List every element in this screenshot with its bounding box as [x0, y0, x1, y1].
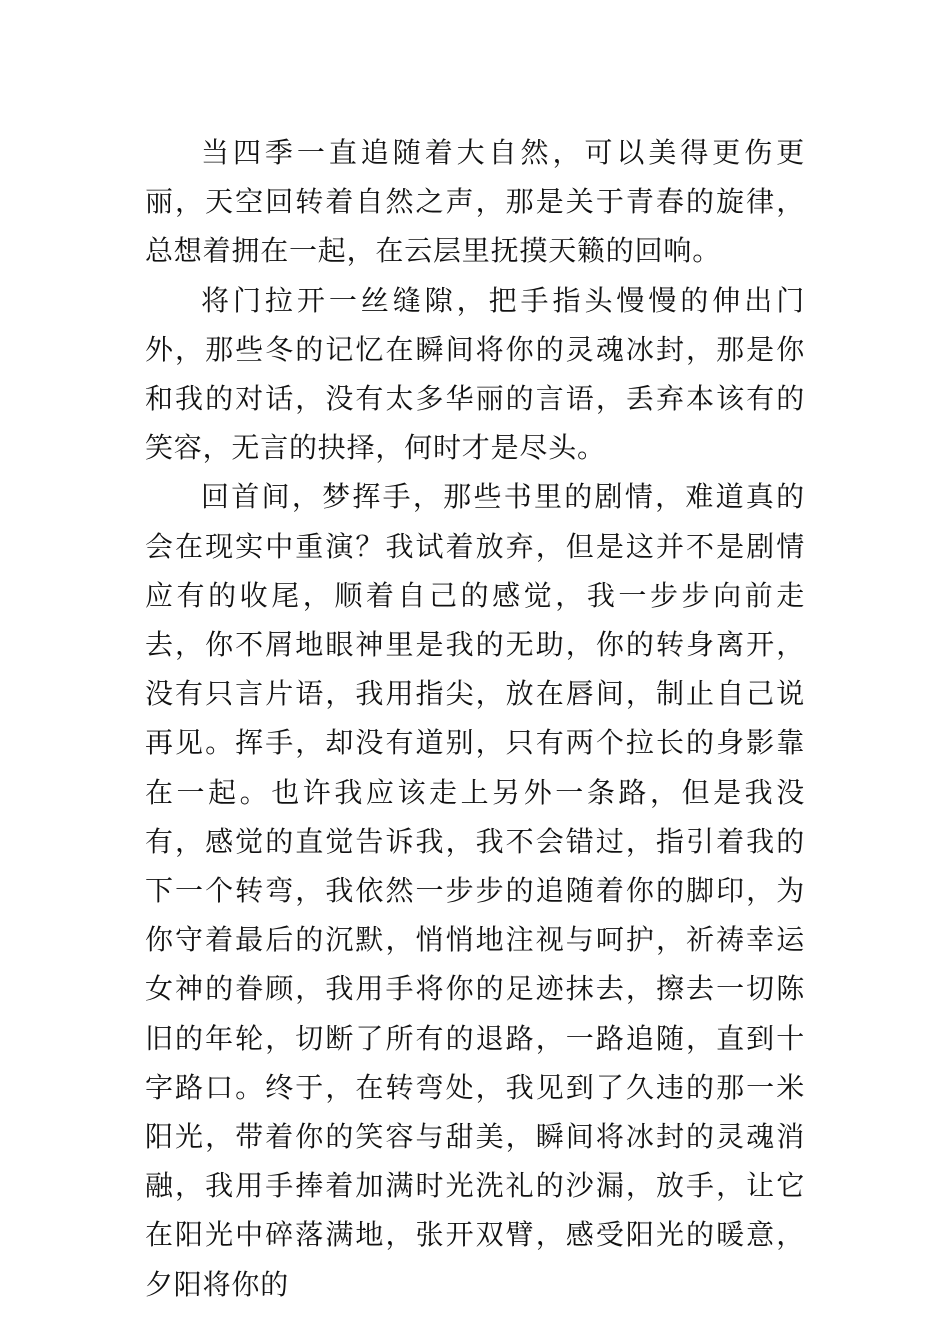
document-body: [145, 128, 805, 1309]
paragraph-3: 回首间，梦挥手，那些书里的剧情，难道真的会在现实中重演？我试着放弃，但是这并不是剧情应有的收尾，顺着自己的感觉，我一步步向前走去，你不屑地眼神里是我的无助，你的转身离开，没有只言片语，我用指尖，放在唇间，制止自己说再见。挥手，却没有道别，只有两个拉长的身影靠在一起。也许我应该走上另外一条路，但是我没有，感觉的直觉告诉我，我不会错过，指引着我的下一个转弯，我依然一步步的追随着你的脚印，为你守着最后的沉默，悄悄地注视与呵护，祈祷幸运女神的眷顾，我用手将你的足迹抹去，擦去一切陈旧的年轮，切断了所有的退路，一路追随，直到十字路口。终于，在转弯处，我见到了久违的那一米阳光，带着你的笑容与甜美，瞬间将冰封的灵魂消融，我用手捧着加满时光洗礼的沙漏，放手，让它在阳光中碎落满地，张开双臂，感受阳光的暖意，夕阳将你的: [145, 480, 805, 1301]
paragraph-1: 当四季一直追随着大自然，可以美得更伤更丽，天空回转着自然之声，那是关于青春的旋律，总想着拥在一起，在云层里抚摸天籁的回响。: [145, 136, 805, 268]
paragraph-2: 将门拉开一丝缝隙，把手指头慢慢的伸出门外，那些冬的记忆在瞬间将你的灵魂冰封，那是你和我的对话，没有太多华丽的言语，丢弃本该有的笑容，无言的抉择，何时才是尽头。: [145, 283, 805, 465]
